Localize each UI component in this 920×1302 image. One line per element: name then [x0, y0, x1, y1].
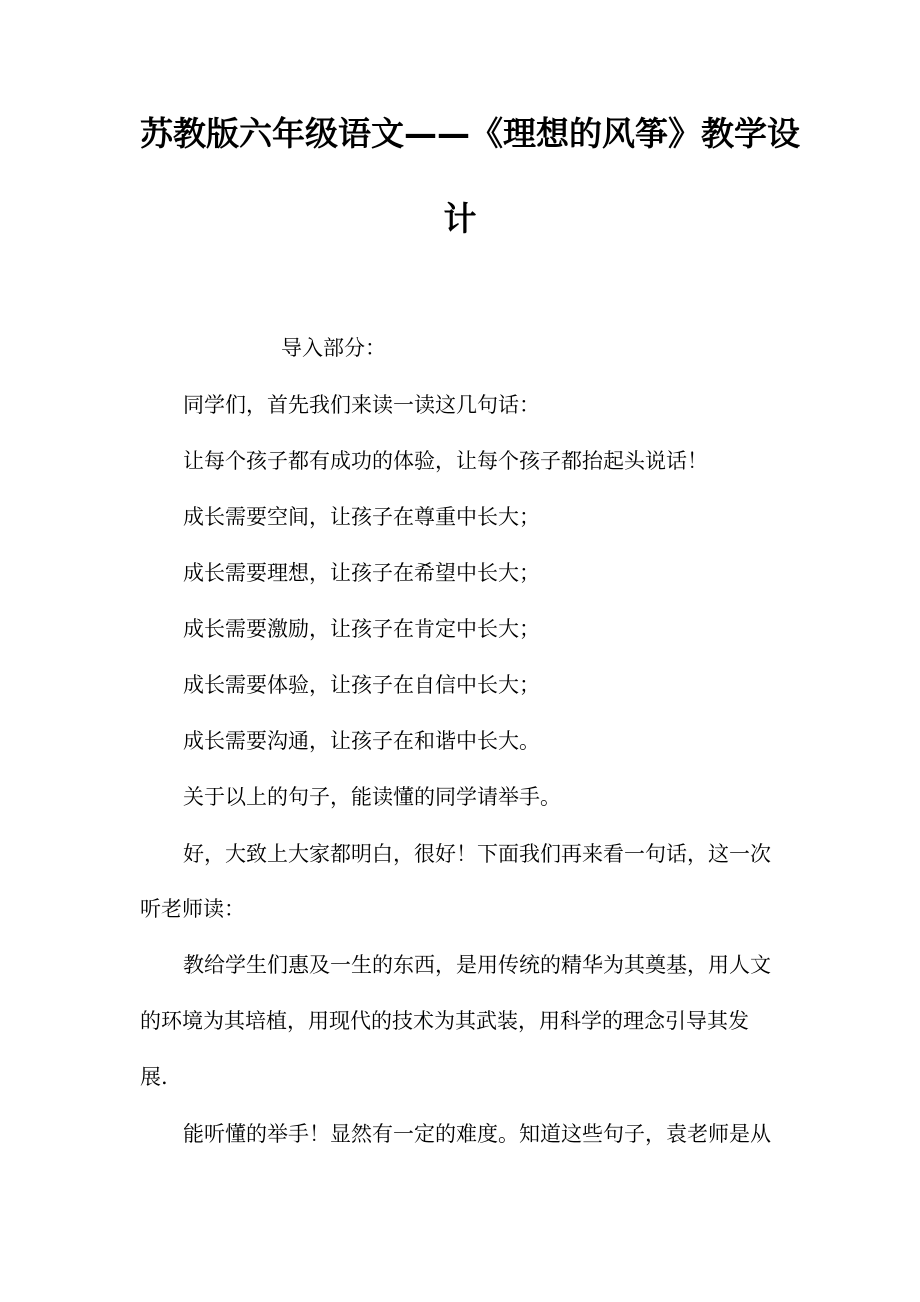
document-title: 苏教版六年级语文——《理想的风筝》教学设	[140, 114, 800, 153]
paragraph-line: 好，大致上大家都明白，很好！下面我们再来看一句话，这一次	[183, 842, 771, 866]
paragraph-line: 成长需要理想，让孩子在希望中长大；	[183, 561, 540, 585]
paragraph-line: 成长需要空间，让孩子在尊重中长大；	[183, 505, 540, 529]
paragraph-line: 让每个孩子都有成功的体验，让每个孩子都抬起头说话！	[183, 449, 708, 473]
paragraph-line: 成长需要激励，让孩子在肯定中长大；	[183, 617, 540, 641]
paragraph-line: 关于以上的句子，能读懂的同学请举手。	[183, 785, 561, 809]
paragraph-line: 听老师读：	[140, 897, 245, 921]
paragraph-line: 教给学生们惠及一生的东西，是用传统的精华为其奠基，用人文	[183, 953, 771, 977]
paragraph-line: 能听懂的举手！显然有一定的难度。知道这些句子，袁老师是从	[183, 1122, 771, 1146]
paragraph-line: 成长需要沟通，让孩子在和谐中长大。	[183, 729, 540, 753]
section-heading: 导入部分：	[281, 336, 386, 360]
paragraph-line: 展.	[140, 1065, 168, 1089]
paragraph-line: 的环境为其培植，用现代的技术为其武装，用科学的理念引导其发	[140, 1009, 749, 1033]
paragraph-line: 同学们，首先我们来读一读这几句话：	[183, 393, 540, 417]
document-title-continuation: 计	[443, 199, 477, 238]
paragraph-line: 成长需要体验，让孩子在自信中长大；	[183, 673, 540, 697]
